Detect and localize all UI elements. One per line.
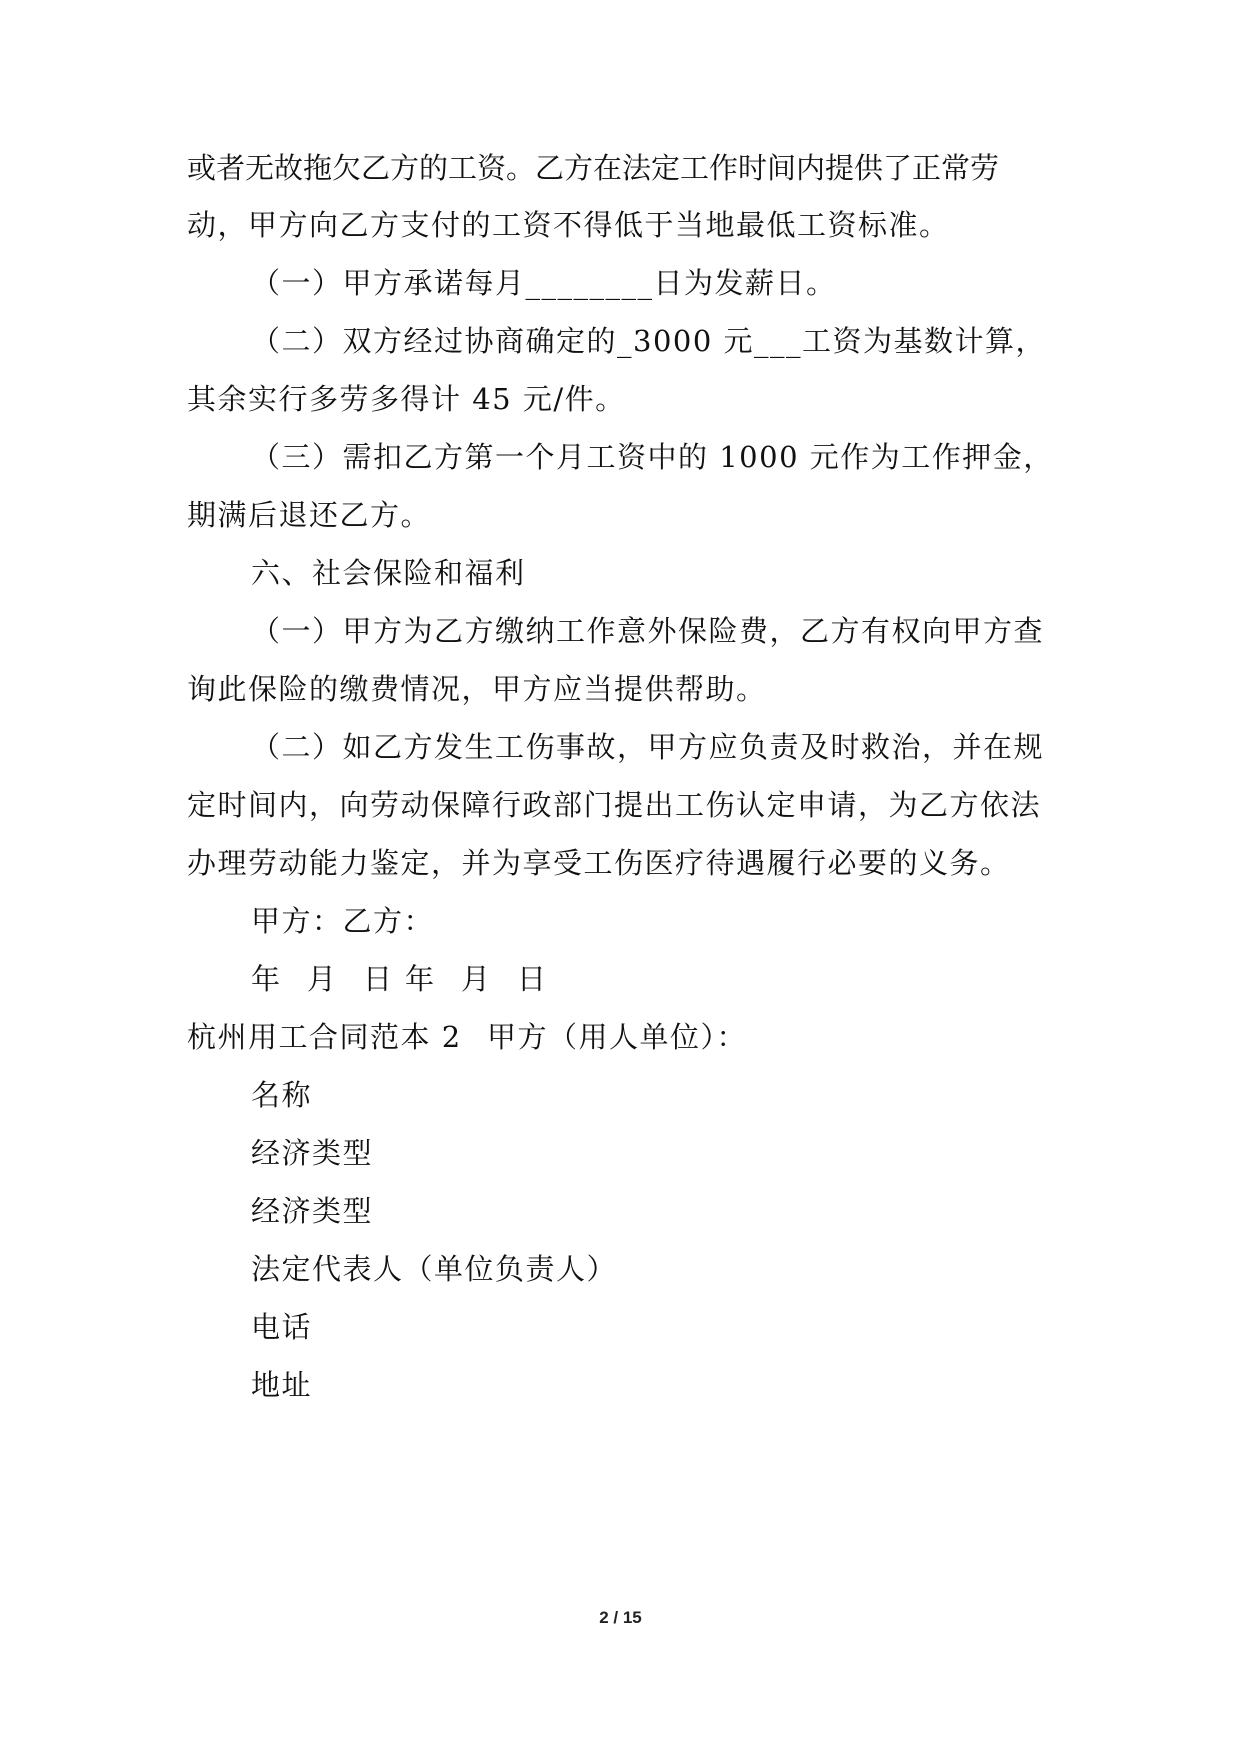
paragraph-line: 询此保险的缴费情况，甲方应当提供帮助。 xyxy=(187,672,767,706)
field-label: 经济类型 xyxy=(251,1194,374,1228)
contract-title: 杭州用工合同范本 2 xyxy=(187,1020,462,1054)
date-year: 年 xyxy=(405,962,436,996)
date-row xyxy=(251,959,1121,999)
paragraph-line: 期满后退还乙方。 xyxy=(187,498,432,532)
date-month: 月 xyxy=(307,962,338,996)
paragraph-line: 定时间内，向劳动保障行政部门提出工伤认定申请，为乙方依法 xyxy=(187,788,1042,822)
paragraph-line: 其余实行多劳多得计 45 元/件。 xyxy=(187,382,626,416)
paragraph-line: 办理劳动能力鉴定，并为享受工伤医疗待遇履行必要的义务。 xyxy=(187,846,1011,880)
date-day: 日 xyxy=(517,962,548,996)
date-day: 日 xyxy=(363,962,394,996)
paragraph-line: （二）双方经过协商确定的_3000 元___工资为基数计算， xyxy=(251,324,1047,358)
section-heading: 六、社会保险和福利 xyxy=(251,556,526,590)
contract-title-row xyxy=(187,1017,1057,1057)
paragraph-line: （一）甲方承诺每月________日为发薪日。 xyxy=(251,266,837,300)
paragraph-text: 或者无故拖欠乙方的工资。乙方在法定工作时间内提供了正常劳 xyxy=(187,151,1000,185)
field-label: 地址 xyxy=(251,1368,313,1402)
field-label: 经济类型 xyxy=(251,1136,374,1170)
page-number: 2 / 15 xyxy=(599,1608,642,1627)
field-label: 名称 xyxy=(251,1078,313,1112)
field-label: 法定代表人（单位负责人） xyxy=(251,1252,618,1286)
paragraph-line: （一）甲方为乙方缴纳工作意外保险费，乙方有权向甲方查 xyxy=(251,614,1045,648)
field-label: 电话 xyxy=(251,1310,313,1344)
signature-line: 甲方：乙方： xyxy=(251,904,435,938)
date-year: 年 xyxy=(251,962,282,996)
paragraph-line: （三）需扣乙方第一个月工资中的 1000 元作为工作押金， xyxy=(251,440,1054,474)
paragraph-line: （二）如乙方发生工伤事故，甲方应负责及时救治，并在规 xyxy=(251,730,1045,764)
date-month: 月 xyxy=(461,962,492,996)
paragraph-line xyxy=(187,148,1053,188)
party-a-label: 甲方（用人单位）： xyxy=(487,1020,748,1054)
paragraph-line: 动，甲方向乙方支付的工资不得低于当地最低工资标准。 xyxy=(187,208,950,242)
